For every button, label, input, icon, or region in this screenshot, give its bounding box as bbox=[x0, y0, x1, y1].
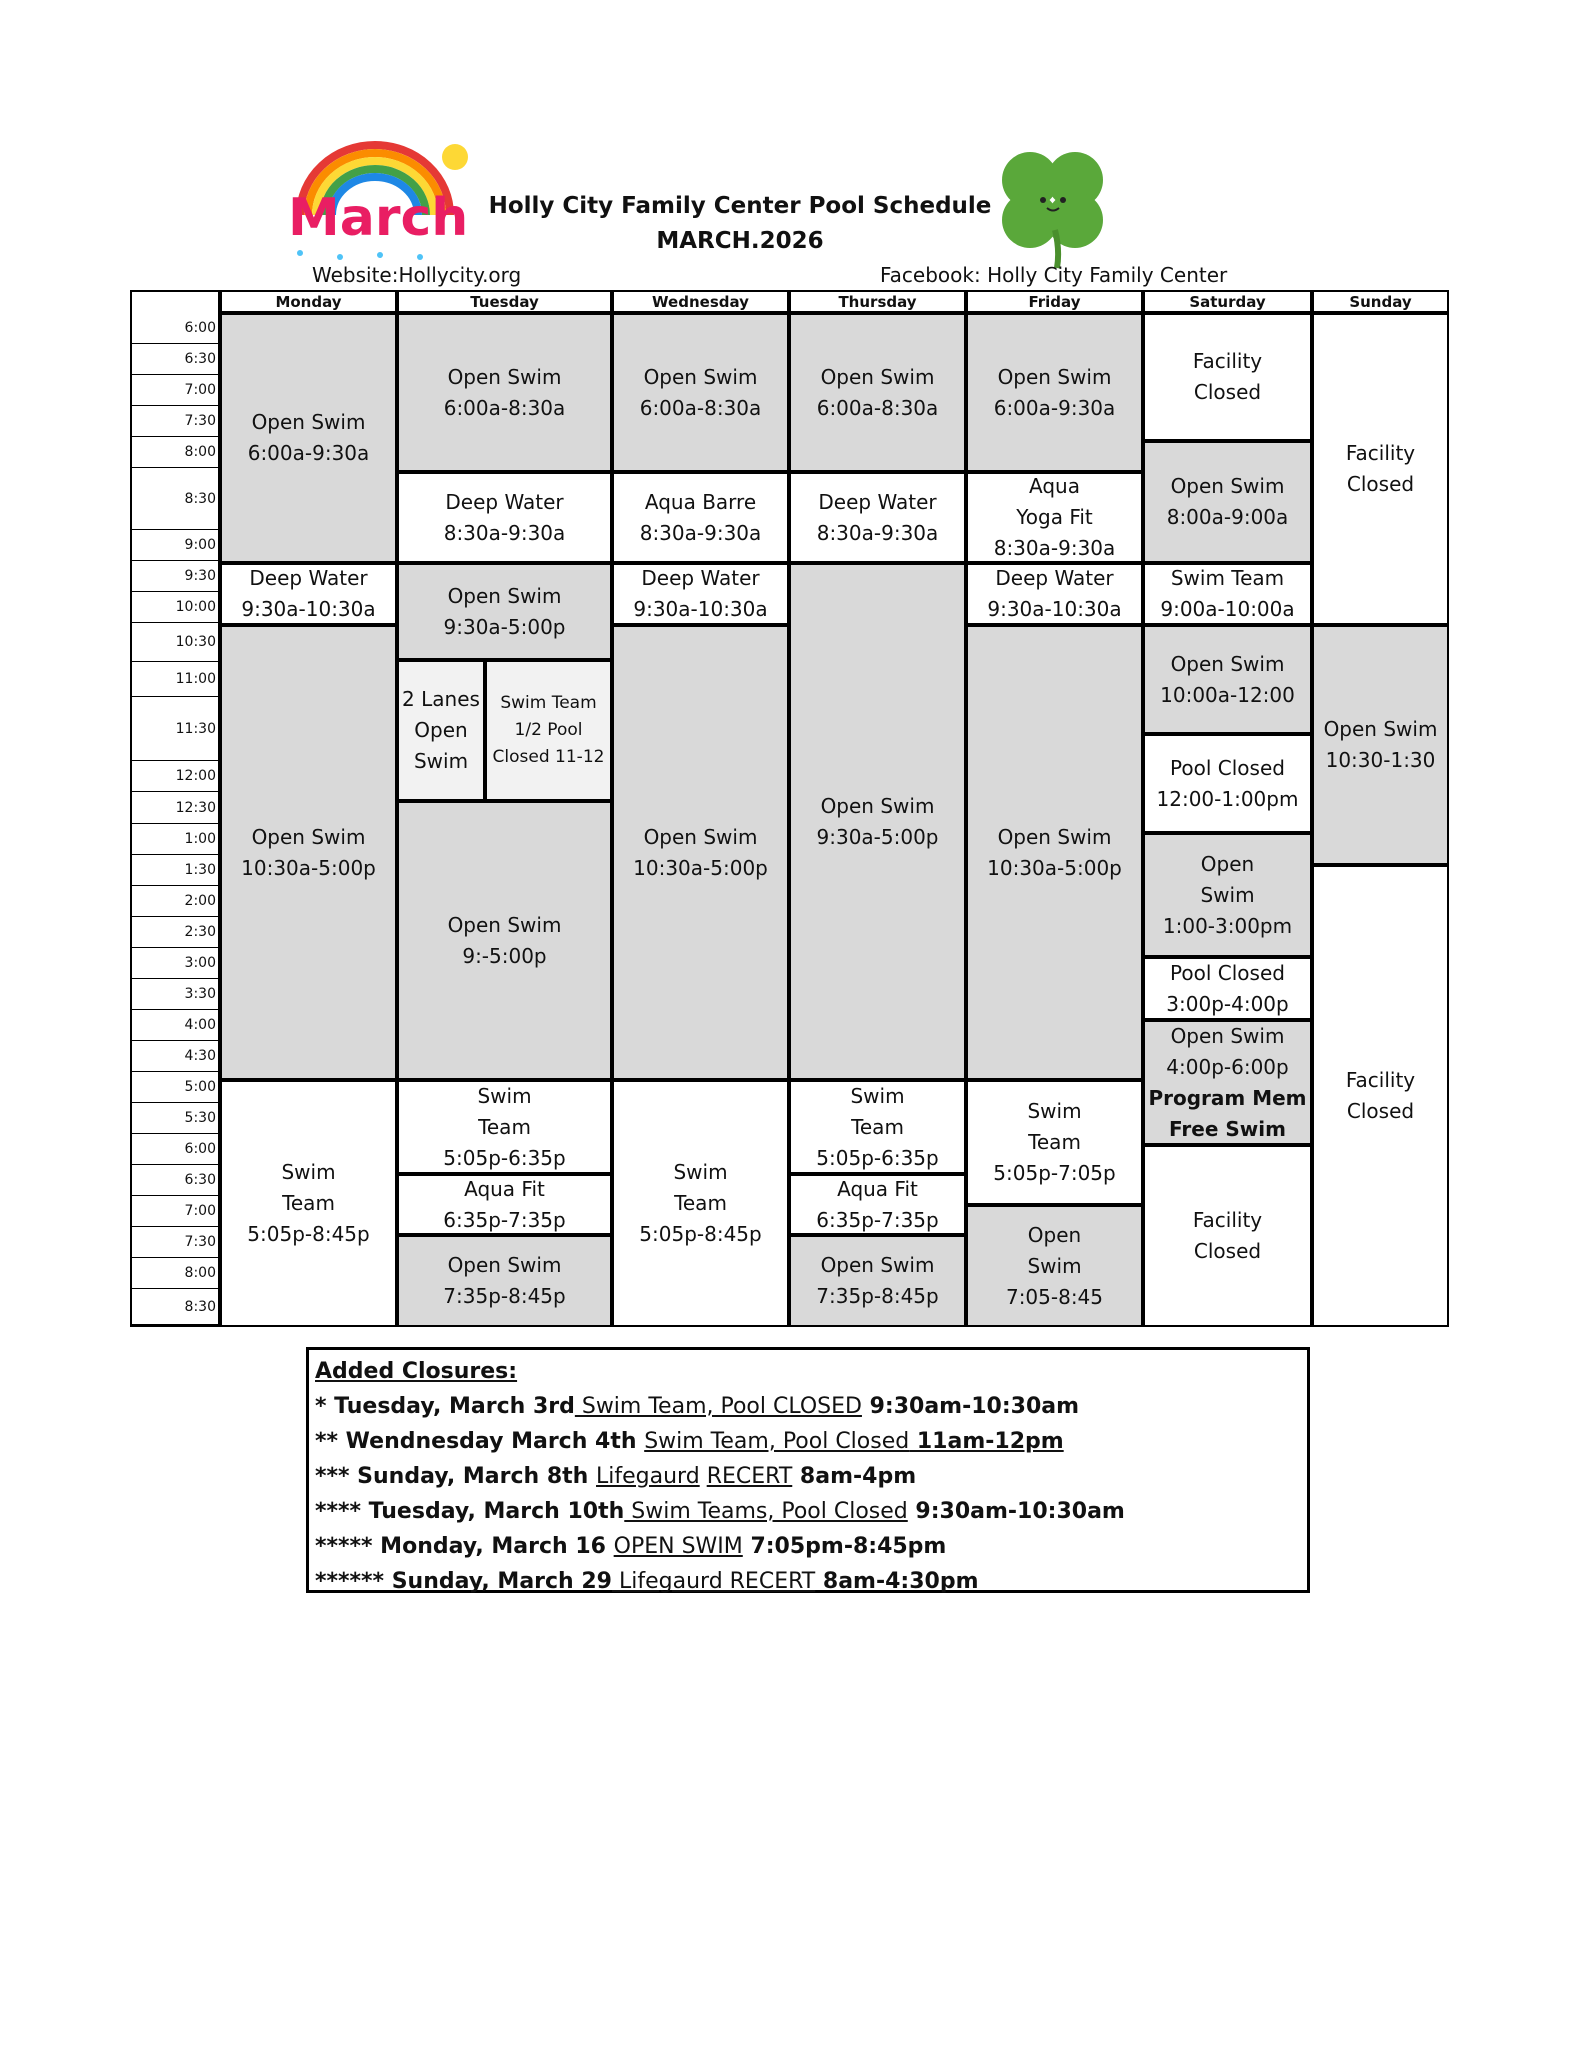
friday-open-swim-day: Open Swim 10:30a-5:00p bbox=[966, 625, 1143, 1080]
time-label: 1:00 bbox=[130, 824, 220, 855]
time-label: 6:30 bbox=[130, 1165, 220, 1196]
time-label: 8:30 bbox=[130, 1289, 220, 1325]
time-label: 7:00 bbox=[130, 1196, 220, 1227]
time-label: 6:00 bbox=[130, 1134, 220, 1165]
thursday-open-swim-day: Open Swim 9:30a-5:00p bbox=[789, 563, 966, 1080]
time-label: 10:00 bbox=[130, 592, 220, 623]
svg-text:March: March bbox=[288, 188, 469, 248]
added-closures-box bbox=[306, 1347, 1310, 1593]
time-label: 9:00 bbox=[130, 530, 220, 561]
sunday-open-swim: Open Swim 10:30-1:30 bbox=[1312, 625, 1449, 865]
closure-item: *** Sunday, March 8th Lifegaurd RECERT 8am-4pm bbox=[315, 1464, 917, 1489]
saturday-facility-closed-evening: Facility Closed bbox=[1143, 1145, 1312, 1327]
time-label: 1:30 bbox=[130, 855, 220, 886]
time-label: 7:00 bbox=[130, 375, 220, 406]
schedule-month: MARCH.2026 bbox=[656, 228, 824, 254]
saturday-pool-closed-afternoon: Pool Closed 3:00p-4:00p bbox=[1143, 957, 1312, 1020]
time-label: 8:30 bbox=[130, 468, 220, 530]
monday-swim-team: Swim Team 5:05p-8:45p bbox=[220, 1080, 397, 1327]
time-label: 10:30 bbox=[130, 623, 220, 662]
tuesday-swim-team: Swim Team 5:05p-6:35p bbox=[397, 1080, 612, 1174]
time-label: 8:00 bbox=[130, 437, 220, 468]
friday-swim-team: Swim Team 5:05p-7:05p bbox=[966, 1080, 1143, 1205]
saturday-open-swim-afternoon: Open Swim 1:00-3:00pm bbox=[1143, 833, 1312, 957]
saturday-open-swim-morning: Open Swim 8:00a-9:00a bbox=[1143, 441, 1312, 563]
march-rainbow-logo bbox=[270, 135, 485, 265]
thursday-swim-team: Swim Team 5:05p-6:35p bbox=[789, 1080, 966, 1174]
saturday-open-swim-late-morning: Open Swim 10:00a-12:00 bbox=[1143, 625, 1312, 734]
time-label: 2:00 bbox=[130, 886, 220, 917]
tuesday-open-swim-afternoon: Open Swim 9:-5:00p bbox=[397, 801, 612, 1080]
saturday-swim-team: Swim Team 9:00a-10:00a bbox=[1143, 563, 1312, 625]
day-header-monday: Monday bbox=[220, 290, 397, 313]
time-label: 11:00 bbox=[130, 662, 220, 697]
time-label: 3:00 bbox=[130, 948, 220, 979]
monday-open-swim-day: Open Swim 10:30a-5:00p bbox=[220, 625, 397, 1080]
tuesday-open-swim-evening: Open Swim 7:35p-8:45p bbox=[397, 1235, 612, 1327]
time-label: 12:00 bbox=[130, 761, 220, 792]
closures-heading: Added Closures: bbox=[315, 1359, 518, 1384]
tuesday-aqua-fit: Aqua Fit 6:35p-7:35p bbox=[397, 1174, 612, 1235]
tuesday-open-swim-midmorning: Open Swim 9:30a-5:00p bbox=[397, 563, 612, 660]
website-text: Website:Hollycity.org bbox=[312, 263, 522, 287]
day-header-friday: Friday bbox=[966, 290, 1143, 313]
wednesday-swim-team: Swim Team 5:05p-8:45p bbox=[612, 1080, 789, 1327]
time-label: 6:30 bbox=[130, 344, 220, 375]
time-label: 4:00 bbox=[130, 1010, 220, 1041]
time-label: 6:00 bbox=[130, 313, 220, 344]
tuesday-deep-water: Deep Water 8:30a-9:30a bbox=[397, 472, 612, 563]
closure-item: * Tuesday, March 3rd Swim Team, Pool CLOSED 9:30am-10:30am bbox=[315, 1394, 1080, 1419]
tuesday-two-lanes-open-swim: 2 Lanes Open Swim bbox=[397, 660, 485, 801]
closure-item: ****** Sunday, March 29 Lifegaurd RECERT 8am-4:30pm bbox=[315, 1569, 979, 1594]
saturday-pool-closed-noon: Pool Closed 12:00-1:00pm bbox=[1143, 734, 1312, 833]
time-label: 5:30 bbox=[130, 1103, 220, 1134]
time-label: 5:00 bbox=[130, 1072, 220, 1103]
thursday-deep-water: Deep Water 8:30a-9:30a bbox=[789, 472, 966, 563]
thursday-open-swim-morning: Open Swim 6:00a-8:30a bbox=[789, 313, 966, 472]
friday-deep-water: Deep Water 9:30a-10:30a bbox=[966, 563, 1143, 625]
closure-item: ***** Monday, March 16 OPEN SWIM 7:05pm-8:45pm bbox=[315, 1534, 947, 1559]
wednesday-deep-water: Deep Water 9:30a-10:30a bbox=[612, 563, 789, 625]
thursday-open-swim-evening: Open Swim 7:35p-8:45p bbox=[789, 1235, 966, 1327]
time-label: 12:30 bbox=[130, 792, 220, 824]
wednesday-open-swim-morning: Open Swim 6:00a-8:30a bbox=[612, 313, 789, 472]
friday-aqua-yoga-fit: Aqua Yoga Fit 8:30a-9:30a bbox=[966, 472, 1143, 563]
time-label: 7:30 bbox=[130, 1227, 220, 1258]
tuesday-open-swim-morning: Open Swim 6:00a-8:30a bbox=[397, 313, 612, 472]
time-label: 8:00 bbox=[130, 1258, 220, 1289]
monday-open-swim-morning: Open Swim 6:00a-9:30a bbox=[220, 313, 397, 563]
sunday-facility-closed-morning: Facility Closed bbox=[1312, 313, 1449, 625]
monday-deep-water: Deep Water 9:30a-10:30a bbox=[220, 563, 397, 625]
day-header-sunday: Sunday bbox=[1312, 290, 1449, 313]
wednesday-open-swim-day: Open Swim 10:30a-5:00p bbox=[612, 625, 789, 1080]
day-header-tuesday: Tuesday bbox=[397, 290, 612, 313]
closure-item: ** Wendnesday March 4th Swim Team, Pool Closed 11am-12pm bbox=[315, 1429, 1064, 1454]
facebook-text: Facebook: Holly City Family Center bbox=[880, 263, 1228, 287]
sunday-facility-closed-afternoon: Facility Closed bbox=[1312, 865, 1449, 1327]
schedule-title: Holly City Family Center Pool Schedule bbox=[488, 193, 992, 219]
time-label: 7:30 bbox=[130, 406, 220, 437]
shamrock-icon bbox=[985, 140, 1120, 270]
time-label: 4:30 bbox=[130, 1041, 220, 1072]
tuesday-swim-team-half-pool: Swim Team 1/2 Pool Closed 11-12 bbox=[485, 660, 612, 801]
wednesday-aqua-barre: Aqua Barre 8:30a-9:30a bbox=[612, 472, 789, 563]
saturday-open-swim-program-members: Open Swim 4:00p-6:00p Program Mem Free Swim bbox=[1143, 1020, 1312, 1145]
time-label: 11:30 bbox=[130, 697, 220, 761]
day-header-saturday: Saturday bbox=[1143, 290, 1312, 313]
day-header-wednesday: Wednesday bbox=[612, 290, 789, 313]
day-header-thursday: Thursday bbox=[789, 290, 966, 313]
friday-open-swim-evening: Open Swim 7:05-8:45 bbox=[966, 1205, 1143, 1327]
thursday-aqua-fit: Aqua Fit 6:35p-7:35p bbox=[789, 1174, 966, 1235]
time-label: 2:30 bbox=[130, 917, 220, 948]
closure-item: **** Tuesday, March 10th Swim Teams, Pool Closed 9:30am-10:30am bbox=[315, 1499, 1125, 1524]
time-label: 9:30 bbox=[130, 561, 220, 592]
saturday-facility-closed-morning: Facility Closed bbox=[1143, 313, 1312, 441]
friday-open-swim-morning: Open Swim 6:00a-9:30a bbox=[966, 313, 1143, 472]
time-label: 3:30 bbox=[130, 979, 220, 1010]
